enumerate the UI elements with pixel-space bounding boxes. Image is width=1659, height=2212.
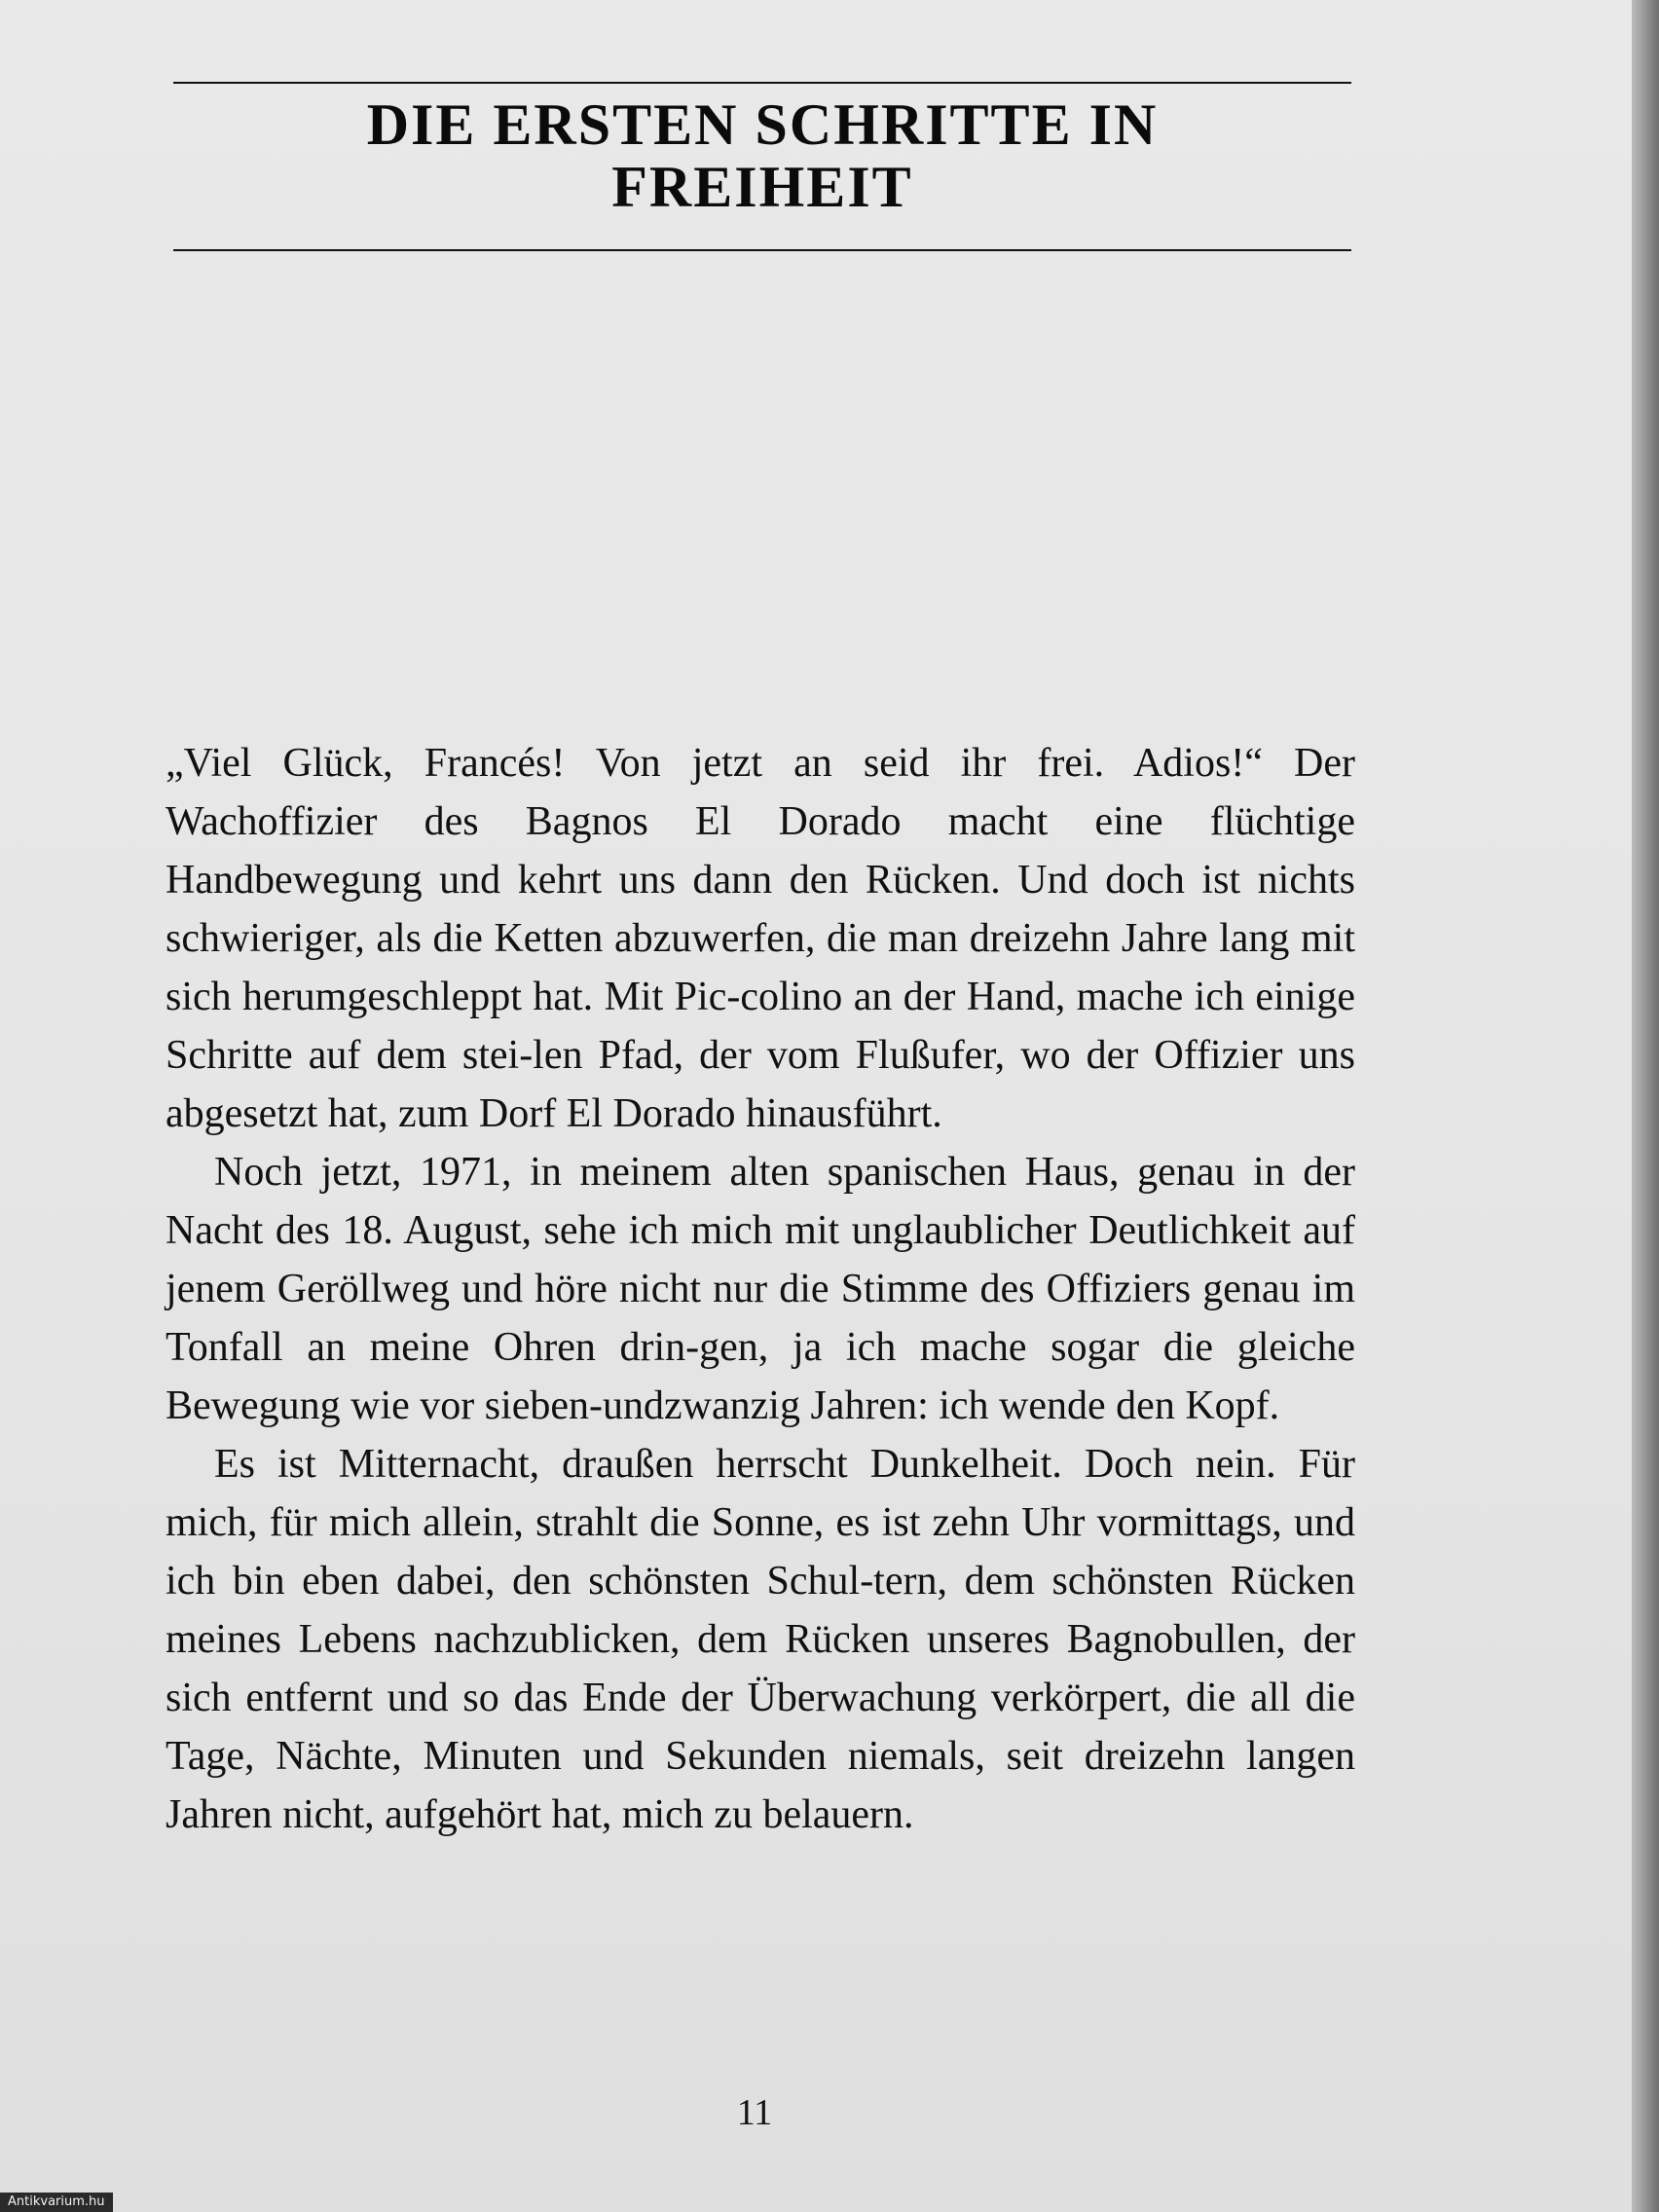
title-rule-bottom [173,249,1351,251]
chapter-title-line-2: FREIHEIT [611,155,913,219]
page-edge-shadow [1632,0,1659,2212]
chapter-title [173,93,1351,218]
paragraph-1: „Viel Glück, Francés! Von jetzt an seid ihr frei. Adios!“ Der Wachoffizier des Bagnos El Dorado macht eine flüchtige Handbewegung und kehrt uns dann den Rücken. Und doch ist nichts schwieriger, als die Ketten abzuwerfen, die man dreizehn Jahre lang mit sich herumgeschleppt hat. Mit Pic-colino an der Hand, mache ich einige Schritte auf dem stei-len Pfad, der vom Flußufer, wo der Offizier uns abgesetzt hat, zum Dorf El Dorado hinausführt. [166,741,1355,1136]
watermark: Antikvarium.hu [0,2193,113,2212]
chapter-body [166,734,1355,1844]
title-rule-top [173,82,1351,84]
chapter-title-line-1: DIE ERSTEN SCHRITTE IN [366,92,1159,157]
page-number: 11 [736,2092,773,2133]
paragraph-2: Noch jetzt, 1971, in meinem alten spanischen Haus, genau in der Nacht des 18. August, sehe ich mich mit unglaublicher Deutlichkeit auf jenem Geröllweg und höre nicht nur die Stimme des Offiziers genau im Tonfall an meine Ohren drin-gen, ja ich mache sogar die gleiche Bewegung wie vor sieben-undzwanzig Jahren: ich wende den Kopf. [166,1150,1355,1428]
paragraph-3: Es ist Mitternacht, draußen herrscht Dunkelheit. Doch nein. Für mich, für mich allein, strahlt die Sonne, es ist zehn Uhr vormittags, und ich bin eben dabei, den schönsten Schul-tern, dem schönsten Rücken meines Lebens nachzublicken, dem Rücken unseres Bagnobullen, der sich entfernt und so das Ende der Überwachung verkörpert, die all die Tage, Nächte, Minuten und Sekunden niemals, seit dreizehn langen Jahren nicht, aufgehört hat, mich zu belauern. [166,1442,1355,1837]
